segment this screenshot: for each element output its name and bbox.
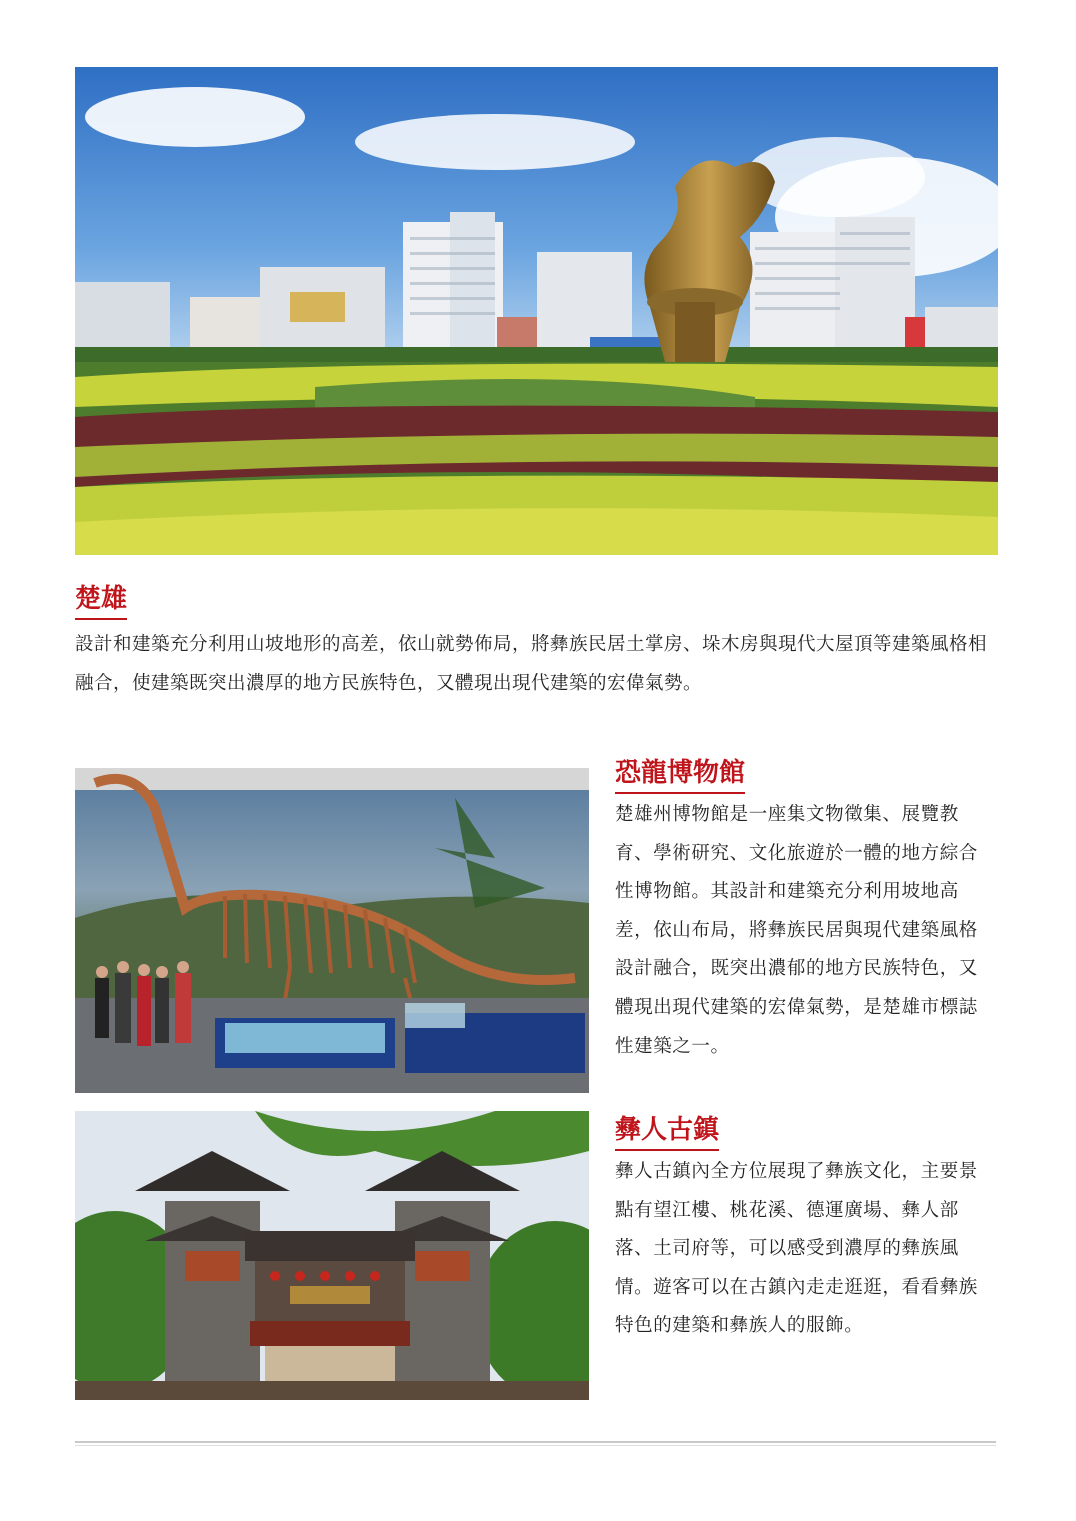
footer-divider-secondary — [75, 1445, 996, 1446]
footer-divider — [75, 1441, 996, 1443]
yi-ancient-town-description: 彝人古鎮內全方位展現了彝族文化，主要景點有望江樓、桃花溪、德運廣場、彝人部落、土司府等，可以感受到濃厚的彝族風情。遊客可以在古鎮內走走逛逛，看看彝族特色的建築和彝族人的服飾。 — [615, 1161, 978, 1337]
chuxiong-heading: 楚雄 — [75, 582, 127, 620]
dinosaur-museum-heading: 恐龍博物館 — [615, 756, 745, 794]
dinosaur-museum-photo — [75, 768, 589, 1093]
yi-ancient-town-heading: 彝人古鎮 — [615, 1113, 719, 1151]
yi-ancient-town-photo — [75, 1111, 589, 1400]
chuxiong-city-photo — [75, 67, 998, 555]
dinosaur-museum-description: 楚雄州博物館是一座集文物徵集、展覽教育、學術研究、文化旅遊於一體的地方綜合性博物館。其設計和建築充分利用坡地高差，依山布局，將彝族民居與現代建築風格設計融合，既突出濃郁的地方民族特色，又體現出現代建築的宏偉氣勢，是楚雄市標誌性建築之一。 — [615, 804, 978, 1057]
chuxiong-description: 設計和建築充分利用山坡地形的高差，依山就勢佈局，將彝族民居土掌房、垛木房與現代大屋頂等建築風格相融合，使建築既突出濃厚的地方民族特色，又體現出現代建築的宏偉氣勢。 — [75, 634, 988, 694]
